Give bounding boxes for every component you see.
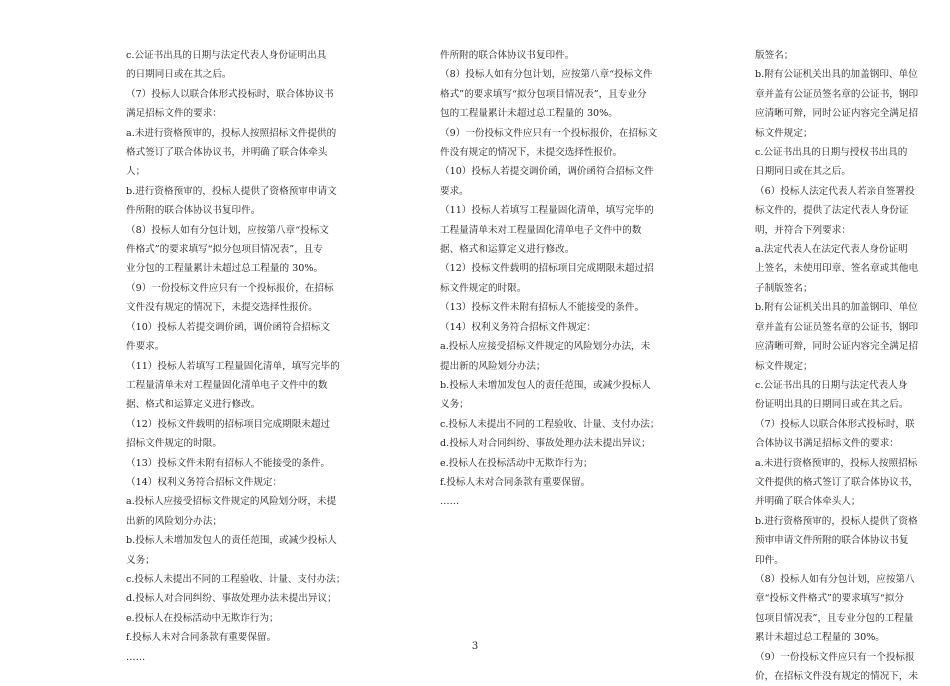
text-line: （9）一份投标文件应只有一个投标报价，在招标 [126,282,334,294]
text-line: 应清晰可辩，同时公证内容完全满足招 [755,341,919,353]
text-column-left [126,46,352,667]
text-line: d.投标人对合同纠纷、事故处理办法未提出异议； [440,438,651,450]
text-line: f.投标人未对合同条款有重要保留。 [440,476,591,488]
text-line: （10）投标人若提交调价函，调价函符合招标文 [126,321,331,333]
text-line: 业分包的工程量累计未超过总工程量的 30%。 [126,263,324,275]
text-line: 人； [126,166,146,178]
text-line: 义务； [126,554,155,566]
text-line: （12）投标文件载明的招标项目完成期限未超过 [126,418,331,430]
text-line: 标文件规定的时限。 [440,282,527,294]
text-line: （7）投标人以联合体形式投标时，联合体协议书 [126,88,334,100]
text-line: 包的工程量累计未超过总工程量的 30%。 [440,108,618,120]
text-line: c.投标人未提出不同的工程验收、计量、支付办法； [440,418,660,430]
text-line: 提出新的风险划分办法； [440,360,546,372]
text-line: 份证明出具的日期同日或在其之后。 [755,399,909,411]
text-line: 招标文件规定的时限。 [126,438,222,450]
text-line: 上签名，未使用印章、签名章或其他电 [755,263,919,275]
text-line: 应清晰可辩，同时公证内容完全满足招 [755,108,919,120]
text-line: （11）投标人若填写工程量固化清单，填写完毕的 [126,360,340,372]
text-line: b.投标人未增加发包人的责任范围，或减少投标人 [440,379,651,391]
text-line: 并明确了联合体牵头人； [755,496,861,508]
text-line: 标文件的，提供了法定代表人身份证 [755,205,909,217]
text-line: 印件。 [755,554,784,566]
text-line: （11）投标人若填写工程量固化清单，填写完毕的 [440,205,654,217]
text-line: 件没有规定的情况下，未提交选择性报价。 [440,147,623,159]
text-line: 格式签订了联合体协议书，并明确了联合体牵头 [126,147,328,159]
text-line: 的日期同日或在其之后。 [126,69,232,81]
text-line: a.法定代表人在法定代表人身份证明 [755,244,908,256]
text-line: 预审申请文件所附的联合体协议书复 [755,535,909,547]
text-line: 明，并符合下列要求： [755,224,851,236]
text-line: a.投标人应接受招标文件规定的风险划分办法，未 [440,341,651,353]
text-line: 文件没有规定的情况下，未提交选择性报价。 [126,302,318,314]
text-line: （13）投标文件未附有招标人不能接受的条件。 [440,302,645,314]
text-line: （8）投标人如有分包计划，应按第八章“投标文 [126,224,329,236]
text-line: （14）权利义务符合招标文件规定： [126,476,283,488]
text-line: 标文件规定； [755,127,813,139]
text-line: （14）权利义务符合招标文件规定： [440,321,597,333]
text-line: （8）投标人如有分包计划，应按第八 [755,573,915,585]
text-line: …… [440,496,460,508]
text-line: b.附有公证机关出具的加盖钢印、单位 [755,302,918,314]
text-line: a.未进行资格预审的，投标人按照招标 [755,457,918,469]
text-line: 合体协议书满足招标文件的要求： [755,438,899,450]
text-line: …… [126,651,146,663]
text-column-middle [440,46,666,512]
text-line: 工程量清单未对工程量固化清单电子文件中的数 [440,224,642,236]
text-line: 格式”的要求填写“拟分包项目情况表”，且专业分 [440,88,647,100]
text-line: （8）投标人如有分包计划，应按第八章“投标文件 [440,69,653,81]
text-line: （6）投标人法定代表人若亲自签署投 [755,185,915,197]
text-line: 标文件规定； [755,360,813,372]
text-line: c.公证书出具的日期与授权书出具的 [755,147,908,159]
text-line: 件所附的联合体协议书复印件。 [126,205,261,217]
text-line: 要求。 [440,185,469,197]
text-line: 日期同日或在其之后。 [755,166,851,178]
text-line: 据、格式和运算定义进行修改。 [126,399,261,411]
text-line: 章并盖有公证员签名章的公证书，钢印 [755,88,919,100]
text-line: 子制版签名； [755,282,813,294]
text-line: b.附有公证机关出具的加盖钢印、单位 [755,69,918,81]
text-line: c.公证书出具的日期与法定代表人身 [755,379,908,391]
text-line: 文件提供的格式签订了联合体协议书， [755,476,919,488]
page-number: 3 [471,641,479,652]
text-line: 件格式”的要求填写“拟分包项目情况表”，且专 [126,244,323,256]
text-line: a.投标人应接受招标文件规定的风险划分呀，未提 [126,496,337,508]
text-line: b.投标人未增加发包人的责任范围，或减少投标人 [126,535,337,547]
text-line: c.公证书出具的日期与法定代表人身份证明出具 [126,50,327,61]
text-line: e.投标人在投标活动中无欺诈行为； [126,612,279,624]
text-line: 价，在招标文件没有规定的情况下，未 [755,671,919,682]
text-line: d.投标人对合同纠纷、事故处理办法未提出异议； [126,593,337,605]
text-line: 义务； [440,399,469,411]
text-line: （9）一份投标文件应只有一个投标报价，在招标文 [440,127,658,139]
text-line: （7）投标人以联合体形式投标时，联 [755,418,915,430]
text-line: 版签名； [755,50,794,61]
text-line: f.投标人未对合同条款有重要保留。 [126,632,277,644]
text-line: （9）一份投标文件应只有一个投标报 [755,651,915,663]
text-line: b.进行资格预审的，投标人提供了资格预审申请文 [126,185,337,197]
text-line: 章并盖有公证员签名章的公证书，钢印 [755,321,919,333]
text-line: 据、格式和运算定义进行修改。 [440,244,575,256]
text-line: （12）投标文件载明的招标项目完成期限未超过招 [440,263,654,275]
text-line: 出新的风险划分办法； [126,515,222,527]
text-line: 累计未超过总工程量的 30%。 [755,632,885,644]
text-line: 件要求。 [126,341,165,353]
text-line: a.未进行资格预审的，投标人按照招标文件提供的 [126,127,337,139]
text-line: b.进行资格预审的，投标人提供了资格 [755,515,918,527]
text-line: 件所附的联合体协议书复印件。 [440,50,575,61]
text-column-right [755,46,927,686]
text-line: c.投标人未提出不同的工程验收、计量、支付办法； [126,573,346,585]
text-line: e.投标人在投标活动中无欺诈行为； [440,457,593,469]
text-line: 满足招标文件的要求： [126,108,222,120]
text-line: （13）投标文件未附有招标人不能接受的条件。 [126,457,331,469]
text-line: 包项目情况表”，且专业分包的工程量 [755,612,914,624]
text-line: 章“投标文件格式”的要求填写“拟分 [755,593,905,605]
text-line: 工程量清单未对工程量固化清单电子文件中的数 [126,379,328,391]
text-line: （10）投标人若提交调价函，调价函符合招标文件 [440,166,654,178]
